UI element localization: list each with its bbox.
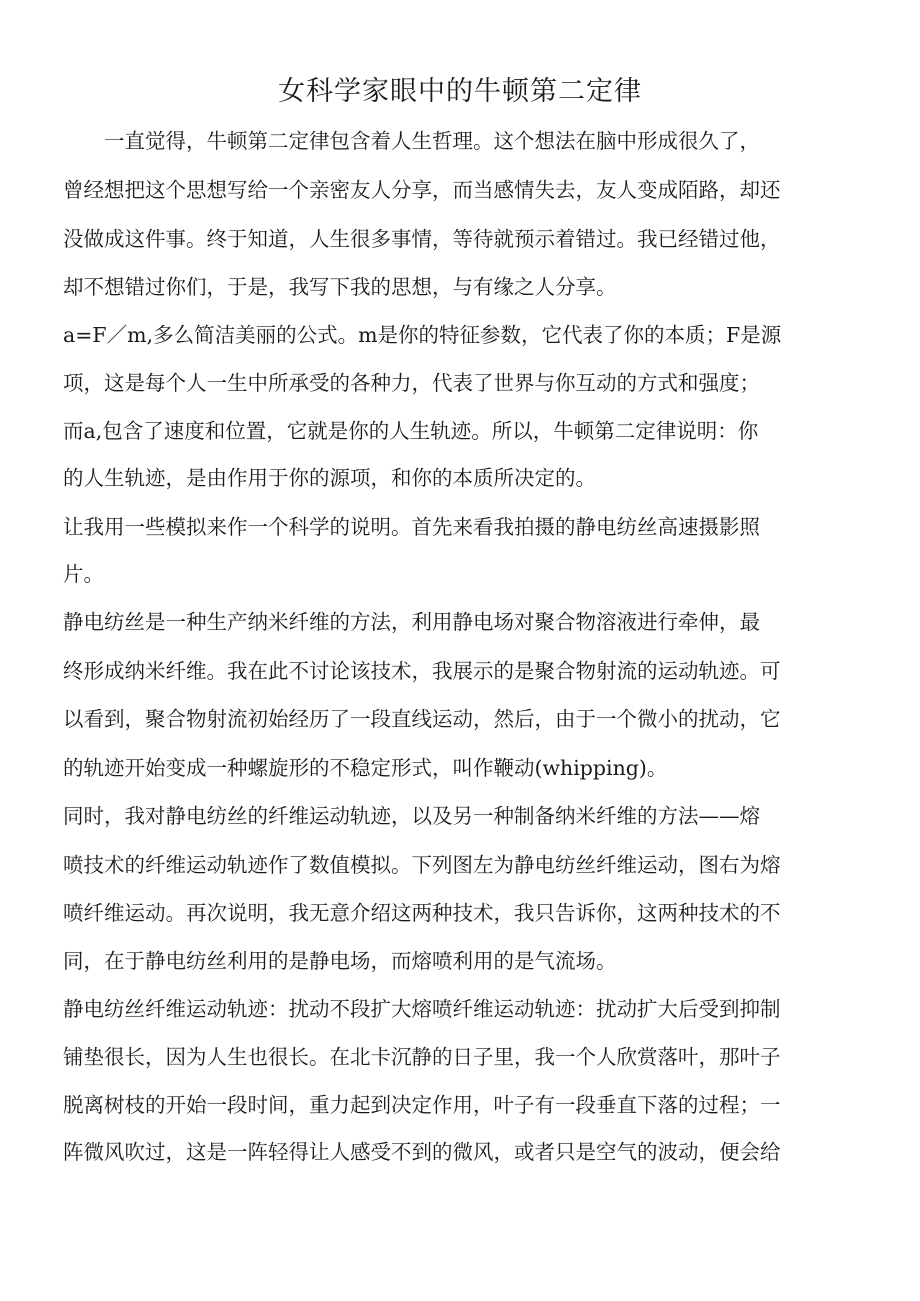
text-line: 的人生轨迹，是由作用于你的源项，和你的本质所决定的。	[63, 466, 596, 490]
document-title: 女科学家眼中的牛顿第二定律	[278, 76, 642, 107]
text-line: 静电纺丝是一种生产纳米纤维的方法，利用静电场对聚合物溶液进行牵伸，最	[63, 610, 760, 634]
text-line: 没做成这件事。终于知道，人生很多事情，等待就预示着错过。我已经错过他，	[63, 227, 781, 251]
text-line: 喷纤维运动。再次说明，我无意介绍这两种技术，我只告诉你，这两种技术的不	[63, 901, 781, 925]
text-line: 喷技术的纤维运动轨迹作了数值模拟。下列图左为静电纺丝纤维运动，图右为熔	[63, 853, 781, 877]
text-line: 曾经想把这个思想写给一个亲密友人分享，而当感情失去，友人变成陌路，却还	[63, 178, 781, 202]
text-line: 静电纺丝纤维运动轨迹：扰动不段扩大熔喷纤维运动轨迹：扰动扩大后受到抑制	[63, 997, 781, 1021]
text-line: 的轨迹开始变成一种螺旋形的不稳定形式，叫作鞭动(whipping)。	[63, 756, 668, 780]
text-line: a=F／m,多么简洁美丽的公式。m是你的特征参数，它代表了你的本质；F是源	[63, 323, 782, 347]
text-line: 脱离树枝的开始一段时间，重力起到决定作用，叶子有一段垂直下落的过程；一	[63, 1093, 781, 1117]
text-line: 片。	[63, 562, 104, 586]
text-line: 项，这是每个人一生中所承受的各种力，代表了世界与你互动的方式和强度；	[63, 371, 760, 395]
text-line: 铺垫很长，因为人生也很长。在北卡沉静的日子里，我一个人欣赏落叶，那叶子	[63, 1045, 781, 1069]
text-line: 阵微风吹过，这是一阵轻得让人感受不到的微风，或者只是空气的波动，便会给	[63, 1140, 781, 1164]
text-line: 一直觉得，牛顿第二定律包含着人生哲理。这个想法在脑中形成很久了，	[63, 129, 760, 153]
text-line: 让我用一些模拟来作一个科学的说明。首先来看我拍摄的静电纺丝高速摄影照	[63, 515, 760, 539]
text-line: 同，在于静电纺丝利用的是静电场，而熔喷利用的是气流场。	[63, 949, 617, 973]
text-line: 同时，我对静电纺丝的纤维运动轨迹，以及另一种制备纳米纤维的方法——熔	[63, 804, 760, 828]
text-line: 却不想错过你们，于是，我写下我的思想，与有缘之人分享。	[63, 275, 617, 299]
text-line: 终形成纳米纤维。我在此不讨论该技术，我展示的是聚合物射流的运动轨迹。可	[63, 659, 781, 683]
text-line: 以看到，聚合物射流初始经历了一段直线运动，然后，由于一个微小的扰动，它	[63, 707, 781, 731]
text-line: 而a,包含了速度和位置，它就是你的人生轨迹。所以，牛顿第二定律说明：你	[63, 419, 759, 443]
